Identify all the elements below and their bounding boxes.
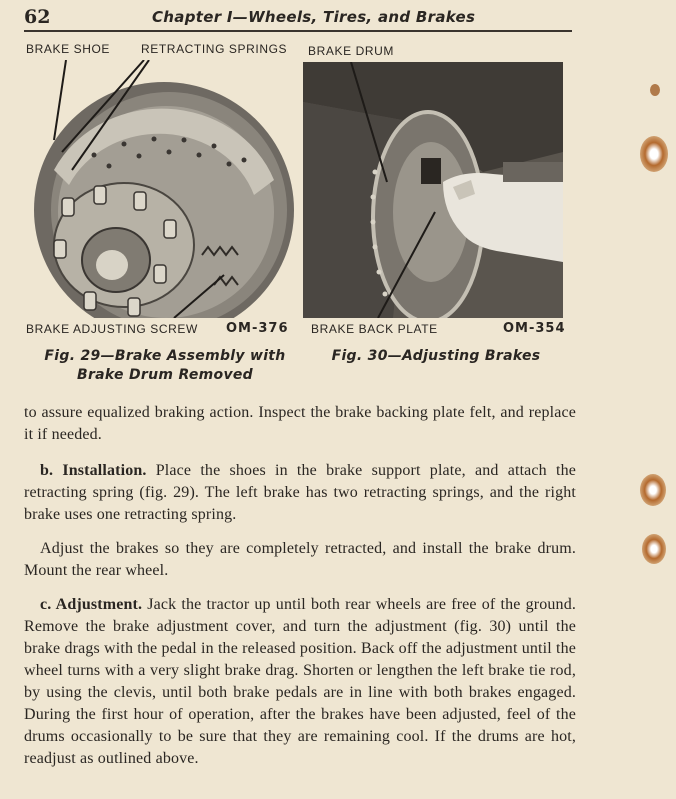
paragraph-adjust-brakes: Adjust the brakes so they are completely retracted, and install the brake drum. Mount the rear wheel.	[24, 540, 576, 579]
paper-stain	[642, 534, 666, 564]
paper-stain	[640, 136, 668, 172]
adjustment-text: Jack the tractor up until both rear wheels are free of the ground. Remove the brake adjustment cover, and turn the adjustment (fig. 30) until the brake drags with the pedal in the released position. Back off the adjustment until the wheel turns with a very slight brake drag. Shorten or lengthen the left brake tie rod, by using the clevis, until both brake pedals are in line with both brakes engaged. During the first hour of operation, after the brakes have been adjusted, feel of the drums occasionally to be sure that they are remaining cool. If the drums are hot, readjust as outlined above.	[24, 596, 576, 767]
paragraph-adjustment	[24, 594, 576, 770]
page-header	[24, 6, 572, 32]
label-brake-drum: BRAKE DRUM	[308, 44, 395, 58]
chapter-title: Chapter I—Wheels, Tires, and Brakes	[152, 8, 476, 26]
figure-29-caption	[40, 347, 290, 385]
page-number: 62	[24, 6, 51, 28]
paper-stain	[640, 474, 666, 506]
figure-30-photo	[303, 62, 563, 318]
adjustment-heading: c. Adjustment.	[40, 596, 143, 613]
paper-stain	[650, 84, 660, 96]
figure-29-code: OM-376	[226, 321, 289, 336]
paragraph-backing-plate: to assure equalized braking action. Inspect the brake backing plate felt, and replace it if needed.	[24, 404, 576, 443]
paragraph-installation	[24, 460, 576, 526]
figure-30-code: OM-354	[503, 321, 566, 336]
body-text	[24, 402, 576, 770]
label-retracting-springs: RETRACTING SPRINGS	[141, 42, 288, 56]
figure-30-caption-line1: Fig. 30—Adjusting Brakes	[331, 348, 541, 364]
label-brake-adjusting-screw: BRAKE ADJUSTING SCREW	[26, 322, 198, 336]
installation-text: Place the shoes in the brake support plate, and attach the retracting spring (fig. 29). The left brake has two retracting springs, and the right brake uses one retracting spring.	[24, 462, 576, 523]
figure-29-photo	[24, 60, 296, 318]
label-brake-back-plate: BRAKE BACK PLATE	[311, 322, 438, 336]
installation-heading: b. Installation.	[40, 462, 147, 479]
figure-30-caption	[318, 347, 554, 366]
figure-29-caption-line1: Fig. 29—Brake Assembly with	[44, 348, 286, 364]
label-brake-shoe: BRAKE SHOE	[26, 42, 111, 56]
figure-29-caption-line2: Brake Drum Removed	[77, 367, 253, 383]
